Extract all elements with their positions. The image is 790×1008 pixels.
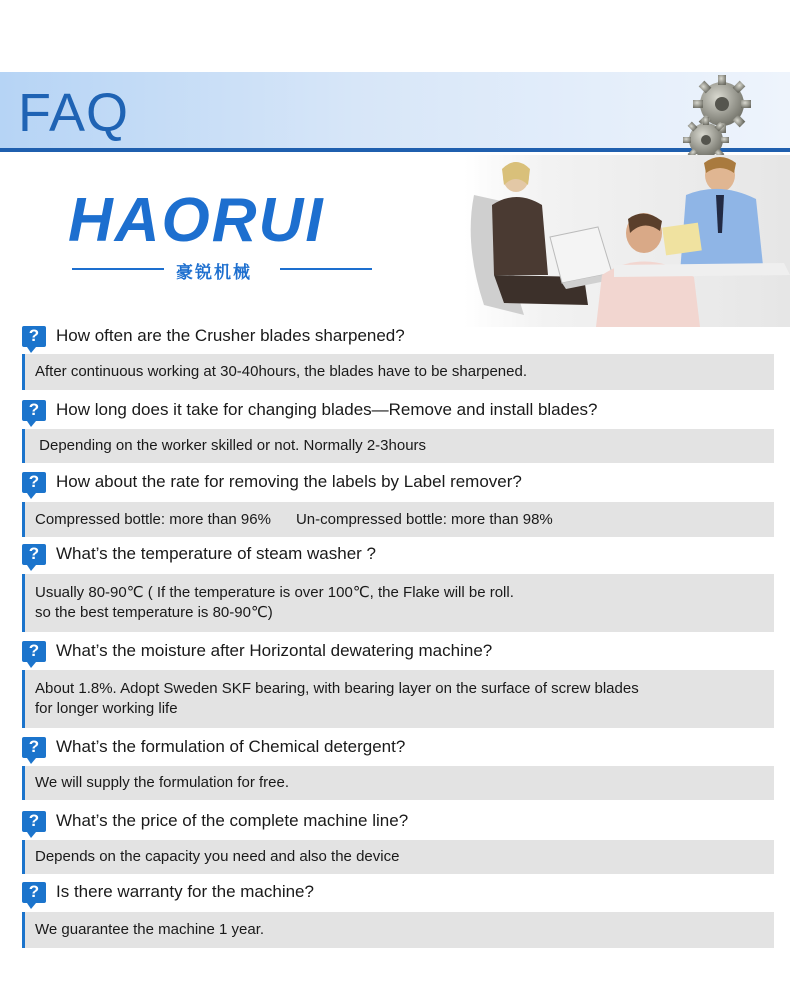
brand-logo-subtitle: 豪锐机械 [176,263,252,282]
brand-logo [60,185,390,285]
answer-box [22,354,774,390]
question-text: How often are the Crusher blades sharpened? [56,326,405,345]
logo-rule-left [72,268,164,270]
answer-line: so the best temperature is 80-90℃) [35,604,273,621]
question-row [22,808,408,834]
answer-box [22,502,774,537]
brand-logo-text: HAORUI [68,186,325,255]
question-mark-icon: ? [22,400,46,421]
question-text: Is there warranty for the machine? [56,882,314,901]
answer-box [22,429,774,463]
question-mark-icon: ? [22,472,46,493]
question-text: How about the rate for removing the labels by Label remover? [56,472,522,491]
question-mark-icon: ? [22,737,46,758]
answer-line: Compressed bottle: more than 96% Un-compressed bottle: more than 98% [35,510,553,528]
logo-rule-right [280,268,372,270]
answer-box [22,912,774,948]
page-title: FAQ [18,83,130,143]
question-mark-icon: ? [22,811,46,832]
question-row [22,638,492,664]
business-meeting-photo [464,155,790,327]
question-mark-icon: ? [22,882,46,903]
answer-line: We guarantee the machine 1 year. [35,921,265,938]
header-divider [0,148,790,152]
question-mark-icon: ? [22,544,46,565]
answer-line: Depending on the worker skilled or not. Normally 2-3hours [35,437,427,454]
answer-box [22,766,774,800]
question-row [22,734,405,760]
answer-line: for longer working life [35,700,178,717]
answer-box [22,670,774,728]
question-text: What’s the price of the complete machine line? [56,811,409,830]
answer-line: Usually 80-90℃ ( If the temperature is over 100℃, the Flake will be roll. [35,584,514,601]
answer-box [22,574,774,632]
answer-line: We will supply the formulation for free. [35,774,289,791]
question-text: How long does it take for changing blades—Remove and install blades? [56,400,598,419]
question-row [22,879,314,905]
question-text: What’s the moisture after Horizontal dewatering machine? [56,641,493,660]
question-text: What’s the temperature of steam washer ? [56,544,377,563]
question-row [22,397,598,423]
question-row [22,323,405,349]
answer-box [22,840,774,874]
question-mark-icon: ? [22,326,46,347]
question-row [22,541,376,567]
answer-line: Depends on the capacity you need and also the device [35,848,400,865]
question-mark-icon: ? [22,641,46,662]
gears-icon [676,74,768,166]
answer-line: After continuous working at 30-40hours, the blades have to be sharpened. [35,363,527,380]
question-text: What’s the formulation of Chemical detergent? [56,737,406,756]
answer-line: About 1.8%. Adopt Sweden SKF bearing, with bearing layer on the surface of screw blades [35,680,639,697]
question-row [22,469,522,495]
